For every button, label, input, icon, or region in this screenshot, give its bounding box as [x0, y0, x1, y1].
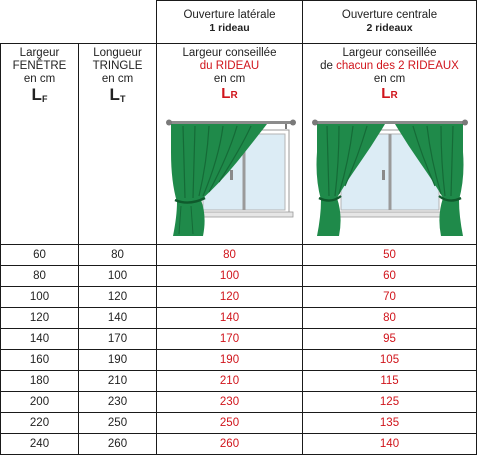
table-cell-lat: 120 [219, 290, 240, 303]
col-header-rod-length [79, 47, 156, 107]
table-cell-lf: 200 [29, 395, 50, 408]
table-cell-lf: 100 [29, 290, 50, 303]
table-cell-lt: 170 [107, 332, 128, 345]
col-header-unit: en cm [373, 73, 406, 85]
table-cell-lat: 230 [219, 395, 240, 408]
header-lateral-opening [157, 1, 302, 43]
double-curtain-illustration [309, 112, 471, 240]
col-header-label: Largeur [19, 47, 60, 59]
table-cell-cen: 80 [383, 311, 396, 324]
table-cell-cen: 115 [380, 374, 399, 387]
header-lateral-subtitle: 1 rideau [209, 22, 250, 34]
table-cell-cen: 95 [383, 332, 396, 345]
table-cell-lt: 190 [107, 353, 128, 366]
col-header-unit: en cm [23, 73, 56, 85]
table-cell-cen: 125 [379, 395, 400, 408]
header-lateral-title: Ouverture latérale [183, 9, 276, 21]
table-cell-lf: 140 [29, 332, 50, 345]
symbol-lr: LR [381, 85, 398, 102]
col-header-label: Largeur conseillée [182, 47, 277, 59]
table-cell-lf: 160 [29, 353, 50, 366]
table-cell-lat: 100 [219, 269, 240, 282]
table-cell-lf: 240 [29, 437, 50, 450]
table-cell-lt: 230 [107, 395, 128, 408]
table-cell-lt: 210 [107, 374, 128, 387]
table-cell-cen: 50 [383, 248, 396, 261]
col-header-window-width [1, 47, 78, 107]
table-cell-lat: 250 [219, 416, 240, 429]
col-header-label: Longueur [93, 47, 142, 59]
symbol-lt: $L_T$ [109, 85, 126, 104]
header-central-title: Ouverture centrale [341, 9, 438, 21]
table-cell-cen: 60 [383, 269, 396, 282]
table-cell-lf: 180 [29, 374, 50, 387]
table-cell-lat: 140 [219, 311, 240, 324]
table-cell-lt: 140 [107, 311, 128, 324]
table-cell-cen: 70 [383, 290, 396, 303]
table-cell-cen: 135 [379, 416, 400, 429]
col-header-unit: en cm [213, 73, 246, 85]
table-cell-lt: 100 [107, 269, 128, 282]
table-cell-lat: 260 [219, 437, 240, 450]
table-cell-lf: 220 [29, 416, 50, 429]
table-cell-lt: 250 [107, 416, 128, 429]
col-header-unit: en cm [101, 73, 134, 85]
col-header-label: Largeur conseillée [342, 47, 437, 59]
table-cell-lat: 170 [219, 332, 240, 345]
col-header-label: FENÊTRE [12, 60, 67, 72]
table-cell-lt: 80 [111, 248, 124, 261]
table-cell-lat: 210 [219, 374, 240, 387]
col-header-label: du RIDEAU [199, 60, 260, 72]
col-header-central-width [303, 47, 476, 107]
table-cell-cen: 105 [379, 353, 400, 366]
table-cell-lat: 80 [223, 248, 236, 261]
symbol-lf: $L_F$ [31, 85, 48, 104]
table-cell-lf: 80 [33, 269, 46, 282]
col-header-label: TRINGLE [92, 60, 143, 72]
symbol-lr: LR [221, 85, 238, 102]
header-central-opening [303, 1, 476, 43]
table-cell-lf: 120 [29, 311, 50, 324]
table-cell-lt: 120 [107, 290, 128, 303]
header-central-subtitle: 2 rideaux [366, 22, 413, 34]
table-cell-lf: 60 [33, 248, 46, 261]
col-header-label: de chacun des 2 RIDEAUX [320, 60, 459, 72]
table-cell-lt: 260 [107, 437, 128, 450]
table-cell-lat: 190 [219, 353, 240, 366]
single-curtain-illustration [163, 112, 297, 240]
table-cell-cen: 140 [379, 437, 400, 450]
col-header-lateral-width [157, 47, 302, 107]
